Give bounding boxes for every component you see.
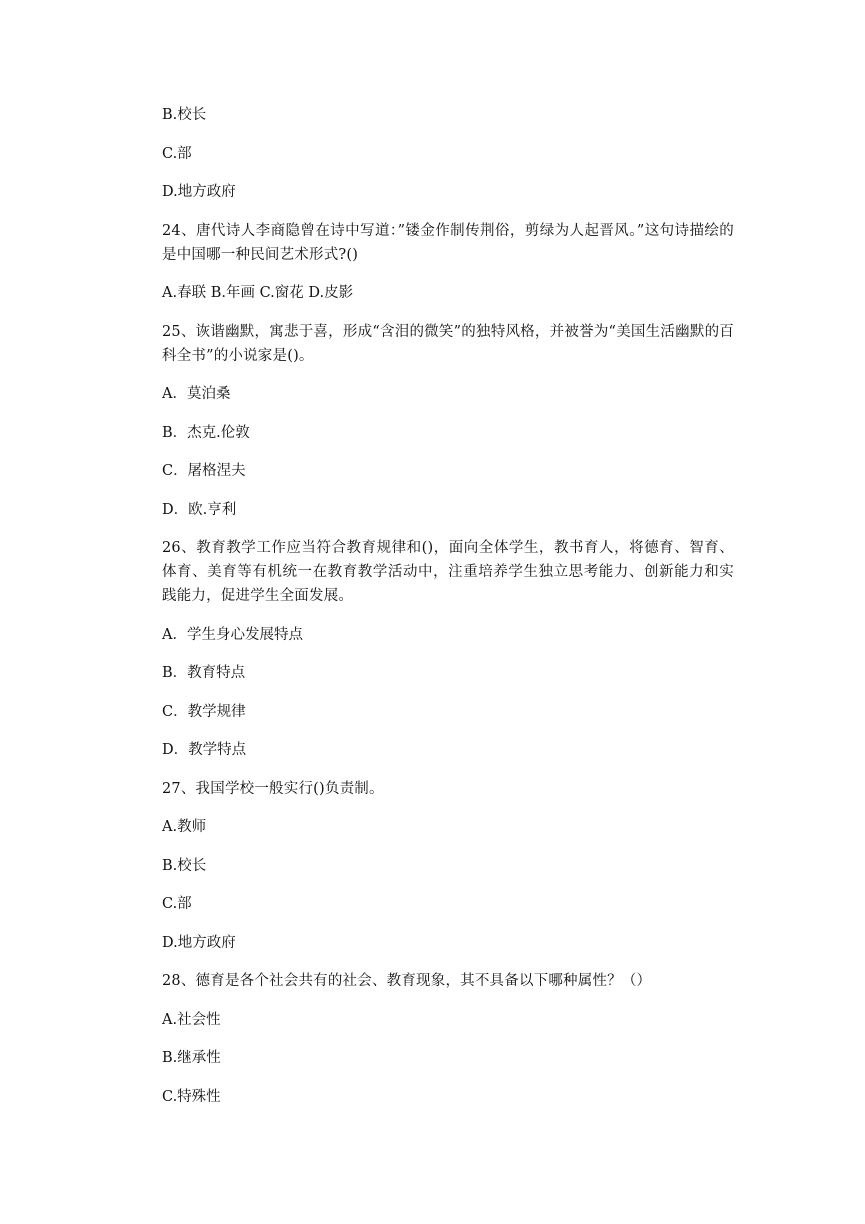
document-page: [162, 103, 734, 1123]
option-d-local-government: D.地方政府: [162, 184, 236, 200]
question-25: 25、诙谐幽默，寓悲于喜，形成“含泪的微笑”的独特风格，并被誉为“美国生活幽默的百科全书”的小说家是()。: [162, 323, 734, 364]
question-26-option-b: B．教育特点: [162, 665, 246, 681]
question-26-option-c: C．教学规律: [162, 703, 246, 720]
question-27-option-c: C.部: [162, 896, 192, 912]
question-27: 27、我国学校一般实行()负责制。: [162, 780, 384, 797]
option-c-department: C.部: [162, 145, 192, 162]
question-28-option-a: A.社会性: [162, 1011, 221, 1028]
question-25-option-c: C．屠格涅夫: [162, 463, 246, 479]
question-25-option-b: B．杰克.伦敦: [162, 424, 250, 441]
question-27-option-b: B.校长: [162, 857, 207, 874]
question-26-option-a: A．学生身心发展特点: [162, 626, 303, 643]
question-28-option-b: B.继承性: [162, 1050, 221, 1066]
question-24: 24、唐代诗人李商隐曾在诗中写道：”镂金作制传荆俗，剪绿为人起晋风。”这句诗描绘的是中国哪一种民间艺术形式?(): [162, 222, 734, 263]
question-28: 28、德育是各个社会共有的社会、教育现象，其不具备以下哪种属性？（）: [162, 973, 652, 989]
question-24-options: A.春联 B.年画 C.窗花 D.皮影: [162, 285, 354, 301]
question-27-option-a: A.教师: [162, 819, 207, 835]
option-b-principal: B.校长: [162, 107, 207, 123]
question-26-option-d: D．教学特点: [162, 742, 247, 758]
question-27-option-d: D.地方政府: [162, 934, 236, 951]
question-26: 26、教育教学工作应当符合教育规律和()，面向全体学生，教书育人，将德育、智育、体育、美育等有机统一在教育教学活动中，注重培养学生独立思考能力、创新能力和实践能力，促进学生全面发展。: [162, 540, 734, 604]
question-25-option-a: A．莫泊桑: [162, 386, 231, 402]
question-28-option-c: C.特殊性: [162, 1088, 221, 1105]
question-25-option-d: D．欧.亨利: [162, 501, 237, 518]
